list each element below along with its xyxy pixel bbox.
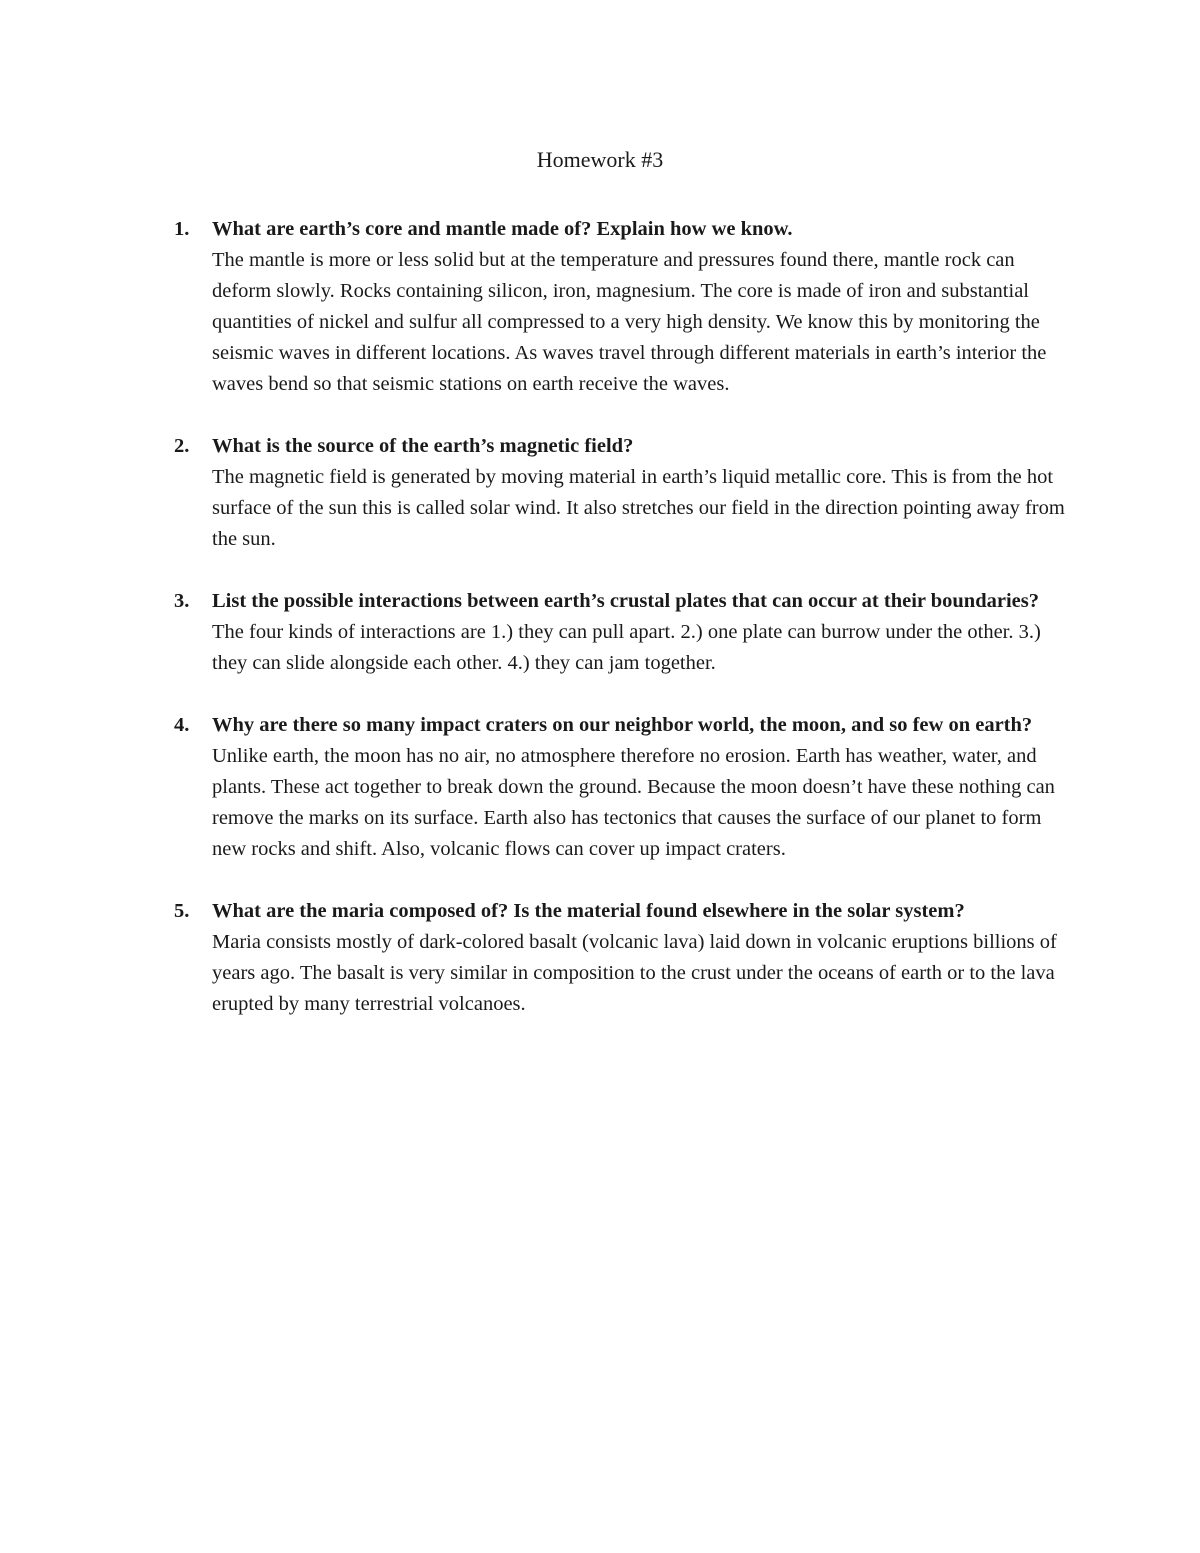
question-number: 5. — [174, 900, 190, 922]
question-number: 1. — [174, 218, 190, 240]
document-title: Homework #3 — [536, 147, 664, 172]
question-number: 3. — [174, 590, 190, 612]
answer-text: The mantle is more or less solid but at the temperature and pressures found there, mantle rock can deform slowly. Rocks containing silicon, iron, magnesium. The core is made of iron and substantial quantities of nickel and sulfur all compressed to a very high density. We know this by monitoring the seismic waves in different locations. As waves travel through different materials in earth’s interior the waves bend so that seismic stations on earth receive the waves. — [212, 249, 1047, 395]
question-text: What is the source of the earth’s magnetic field? — [212, 435, 634, 457]
question-text: List the possible interactions between earth’s crustal plates that can occur at their boundaries? — [212, 590, 1039, 612]
answer-text: Maria consists mostly of dark-colored basalt (volcanic lava) laid down in volcanic eruptions billions of years ago. The basalt is very similar in composition to the crust under the oceans of earth or to the lava erupted by many terrestrial volcanoes. — [212, 931, 1057, 1015]
question-item-2 — [172, 431, 1072, 555]
question-item-3 — [172, 586, 1072, 679]
question-text: What are the maria composed of? Is the material found elsewhere in the solar system? — [212, 900, 965, 922]
answer-text: Unlike earth, the moon has no air, no atmosphere therefore no erosion. Earth has weather, water, and plants. These act together to break down the ground. Because the moon doesn’t have these nothing can remove the marks on its surface. Earth also has tectonics that causes the surface of our planet to form new rocks and shift. Also, volcanic flows can cover up impact craters. — [212, 745, 1055, 860]
question-text: Why are there so many impact craters on our neighbor world, the moon, and so few on earth? — [212, 714, 1033, 736]
question-item-1 — [172, 214, 1072, 400]
question-text: What are earth’s core and mantle made of? Explain how we know. — [212, 218, 793, 240]
question-number: 2. — [174, 435, 190, 457]
answer-text: The four kinds of interactions are 1.) they can pull apart. 2.) one plate can burrow under the other. 3.) they can slide alongside each other. 4.) they can jam together. — [212, 621, 1041, 674]
question-item-4 — [172, 710, 1072, 865]
question-list — [172, 214, 1072, 1051]
question-item-5 — [172, 896, 1072, 1020]
answer-text: The magnetic field is generated by moving material in earth’s liquid metallic core. This is from the hot surface of the sun this is called solar wind. It also stretches our field in the direction pointing away from the sun. — [212, 466, 1065, 550]
question-number: 4. — [174, 714, 190, 736]
